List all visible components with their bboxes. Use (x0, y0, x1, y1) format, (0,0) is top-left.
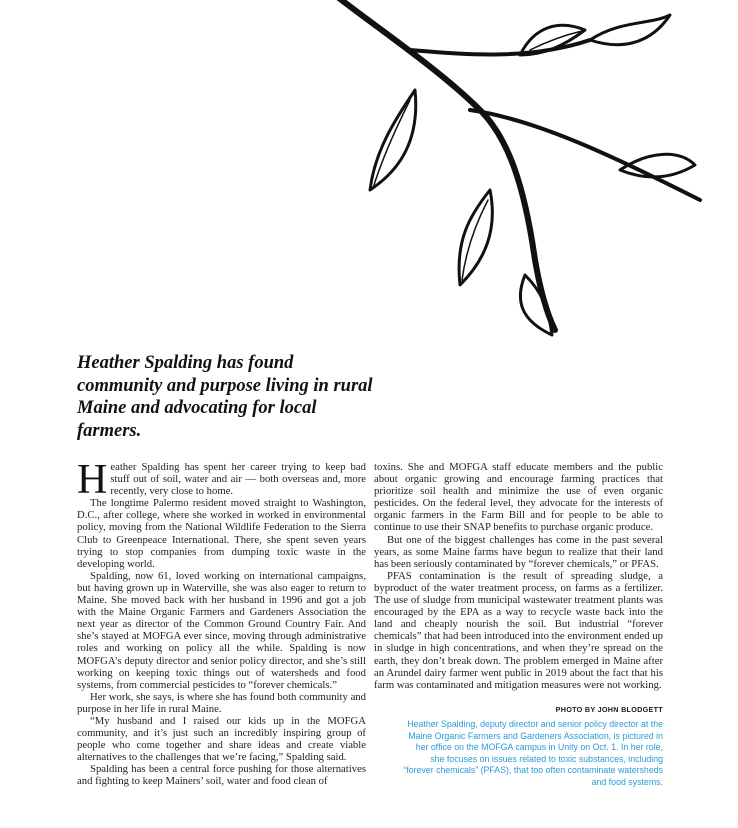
paragraph: But one of the biggest challenges has come in the past several years, as some Maine farms have begun to realize that their land has been seriously contaminated by “forever chemicals,” or PFAS. (374, 533, 663, 570)
paragraph: Her work, she says, is where she has found both community and purpose in her life in rural Maine. (77, 690, 366, 715)
paragraph-text: eather Spalding has spent her career trying to keep bad stuff out of soil, water and air — both overseas and, more recently, very close to home. (110, 461, 366, 498)
photo-caption: Heather Spalding, deputy director and senior policy director at the Maine Organic Farmers and Gardeners Association, is pictured in her office on the MOFGA campus in Unity on Oct. 1. In her role, she focuses on issues related to toxic substances, including “forever chemicals” (PFAS), that too often contaminate watersheds and food systems. (403, 719, 663, 787)
article-column-left (77, 457, 366, 788)
paragraph (77, 457, 366, 503)
article-column-right (374, 461, 663, 691)
photo-credit: PHOTO BY JOHN BLODGETT (555, 705, 663, 714)
paragraph: toxins. She and MOFGA staff educate members and the public about organic growing and encourage farming practices that prioritize soil health and minimize the use of even organic pesticides. On the federal level, they advocate for the interests of organic farmers in the Farm Bill and for people to be able to continue to use their SNAP benefits to purchase organic produce. (374, 461, 663, 534)
paragraph: “My husband and I raised our kids up in the MOFGA community, and it’s just such an incredibly inspiring group of people who come together and share ideas and create viable alternatives to the challenges that we’re facing,” Spalding said. (77, 714, 366, 764)
article-deck: Heather Spalding has found community and purpose living in rural Maine and advocating for local farmers. (77, 353, 373, 441)
paragraph: PFAS contamination is the result of spreading sludge, a byproduct of the water treatment process, on farms as a fertilizer. The use of sludge from municipal wastewater treatment plants was encouraged by the EPA as a way to recycle waste back into the land and cheaply nourish the soil. But industrial “forever chemicals” that had been introduced into the environment ended up in sludge in high concentrations, and when they’re spread on the earth, they don’t break down. The problem emerged in Maine after an Arundel dairy farmer went public in 2019 about the fact that his farm was contaminated and mitigation measures were not working. (374, 569, 663, 691)
paragraph: Spalding has been a central force pushing for those alternatives and fighting to keep Mainers’ soil, water and food clean of (77, 763, 366, 788)
drop-cap: H (77, 457, 108, 503)
paragraph: Spalding, now 61, loved working on international campaigns, but having grown up in Waterville, she was also eager to return to Maine. She moved back with her husband in 1996 and got a job with the Maine Organic Farmers and Gardeners Association the next year as director of the Common Ground Country Fair. And she’s stayed at MOFGA ever since, moving through administrative roles and working on policy all the while. Spalding is now MOFGA’s deputy director and senior policy director, and she’s still working on keeping toxic things out of watersheds and food systems, from commercial pesticides to “forever chemicals.” (77, 569, 366, 691)
branch-illustration (320, 0, 720, 345)
paragraph: The longtime Palermo resident moved straight to Washington, D.C., after college, where she worked in worked in environmental policy, moving from the National Wildlife Federation to the Sierra Club to Greenpeace International. There, she spent seven years trying to stop companies from dumping toxic waste in the developing world. (77, 497, 366, 570)
